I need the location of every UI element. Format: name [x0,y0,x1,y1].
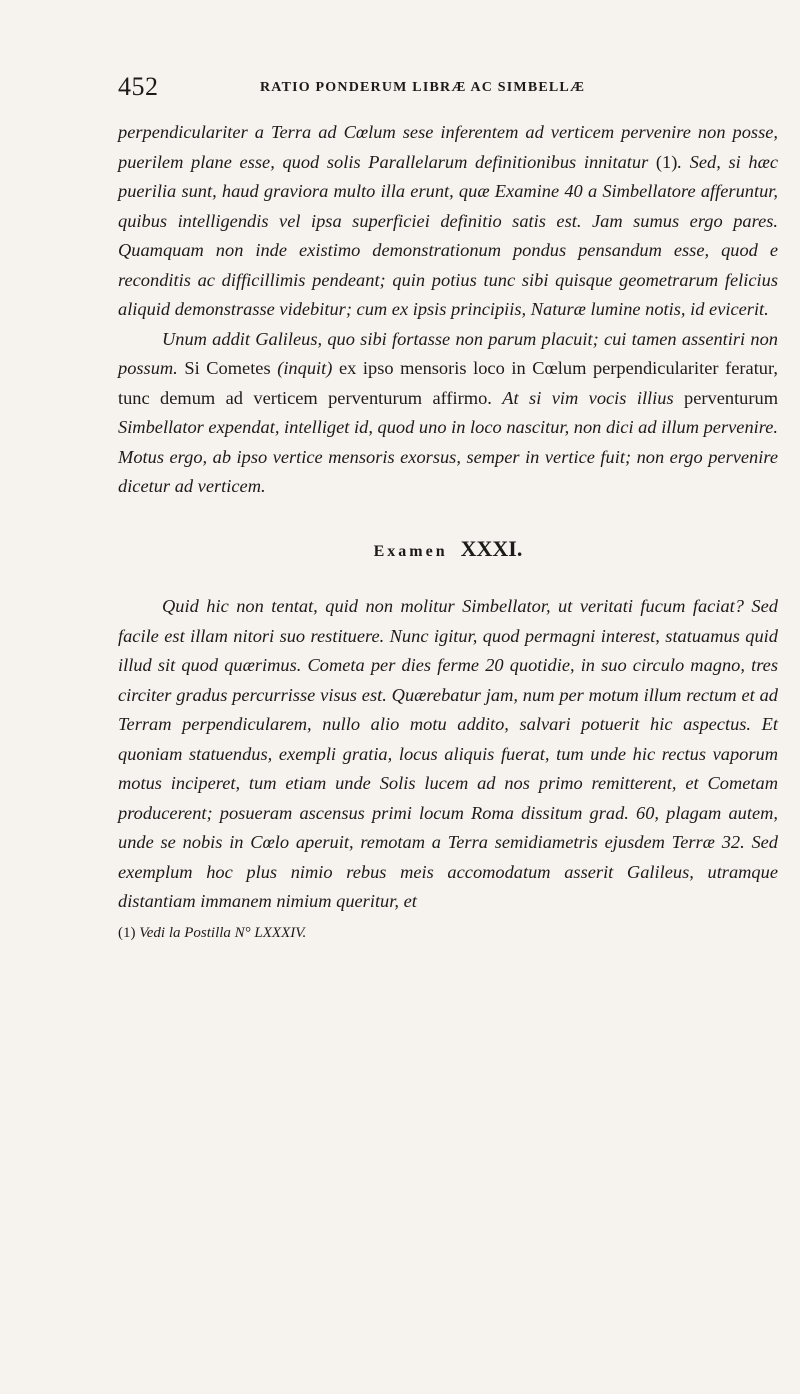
paragraph-2-text-d: ex ipso mensoris loco in Cœlum perpendiculariter feratur, tunc demum ad verticem perventurum affirmo. [118,358,778,408]
paragraph-1-text-b: . Sed, si hæc puerilia sunt, haud graviora multo illa erunt, quæ Examine 40 a Simbellatore afferuntur, quibus intelligendis vel ipsa superficiei definitio satis est. Jam sumus ergo pares. Quamquam non inde existimo demonstrationum pondus pensandum esse, quod e reconditis ac difficillimis pendeant; quin potius tunc sibi quisque geometrarum felicius aliquid demonstrasse videbitur; cum ex ipsis principiis, Naturæ lumine notis, id evicerit. [118,151,779,319]
body-text [118,118,778,917]
section-label: Examen [373,542,448,560]
paragraph-1 [118,118,778,325]
section-numeral: XXXI. [460,535,523,561]
paragraph-3: Quid hic non tentat, quid non molitur Simbellator, ut veritati fucum faciat? Sed facile est illam nitori suo restituere. Nunc igitur, quod permagni interest, statuamus quid illud sit quod quærimus. Cometa per dies ferme 20 quotidie, in suo circulo magno, tres circiter gradus percurrisse visus est. Quærebatur jam, num per motum illum rectum et ad Terram perpendicularem, nullo alio motu addito, salvari potuerit hic aspectus. Et quoniam statuendus, exempli gratia, locus aliquis fuerat, tum unde hic rectus vaporum motus inciperet, tum etiam unde Solis lucem ad nos primo remitterent, et Cometam producerent; posueram ascensus primi locum Roma dissitum grad. 60, plagam autem, unde se nobis in Cœlo aperuit, remotam a Terra semidiametris ejusdem Terræ 32. Sed exemplum hoc plus nimio rebus meis accomodatum asserit Galileus, utramque distantiam immanem nimium queritur, et [118,596,778,911]
paragraph-1-text-a: perpendiculariter a Terra ad Cœlum sese inferentem ad verticem pervenire non posse, puerilem plane esse, quod solis Parallelarum definitionibus innitatur [118,122,778,172]
paragraph-2-text-a: Unum addit Galileus, quo sibi fortasse non parum placuit; cui tamen assentiri non possum. [118,328,778,378]
section-title [118,534,778,567]
paragraph-2 [118,325,778,502]
footnote [118,925,778,942]
running-title: RATIO PONDERUM LIBRÆ AC SIMBELLÆ [260,80,586,95]
running-head [118,72,778,100]
book-page [118,72,778,942]
paragraph-2-text-g: Simbellator expendat, intelliget id, quod uno in loco nascitur, non dici ad illum pervenire. Motus ergo, ab ipso vertice mensoris exorsus, semper in vertice fuit; non ergo pervenire dicetur ad verticem. [118,417,778,496]
paragraph-2-text-e: At si vim vocis illius [502,387,674,408]
page-number: 452 [118,72,159,101]
footnote-mark: (1) [118,924,136,941]
paragraph-2-text-c: (inquit) [277,358,333,378]
footnote-reference: (1) [655,151,678,172]
paragraph-2-text-f: perventurum [673,387,779,408]
footnote-text: Vedi la Postilla N° LXXXIV. [135,924,307,941]
paragraph-2-text-b: Si Cometes [177,358,278,378]
